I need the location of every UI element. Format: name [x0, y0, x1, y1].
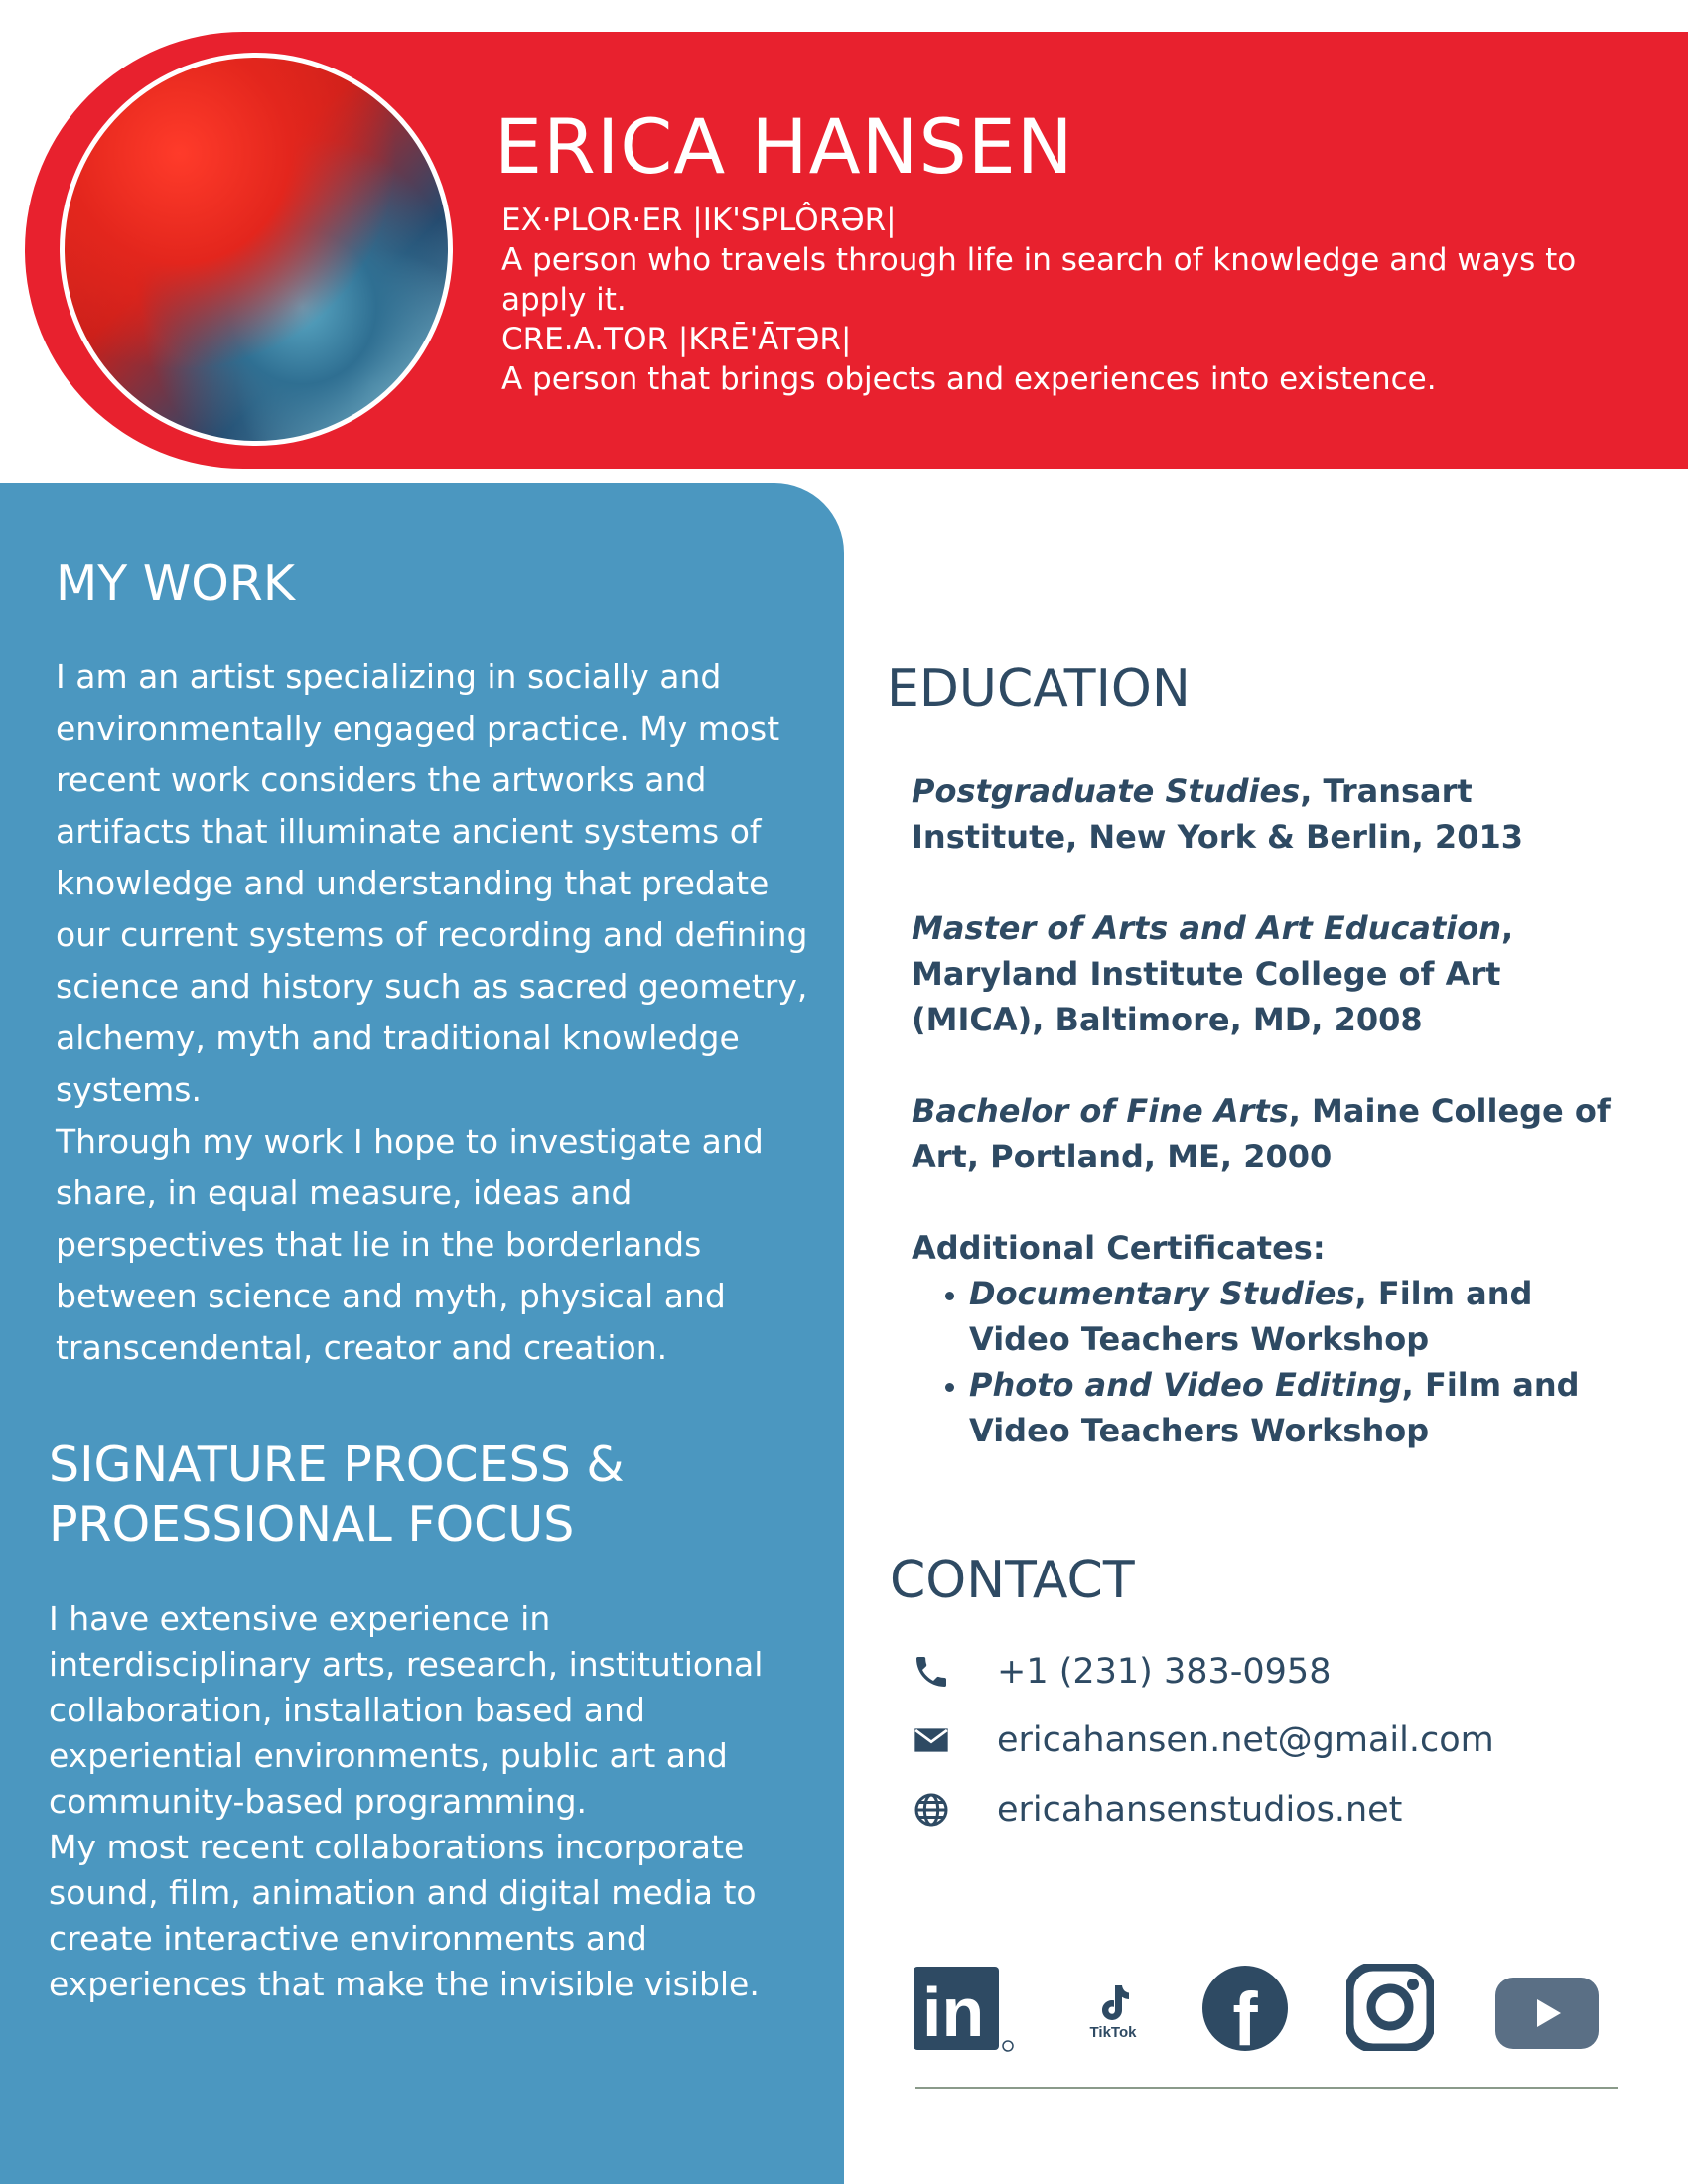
degree-name: Bachelor of Fine Arts [912, 1092, 1289, 1130]
website-url[interactable]: ericahansenstudios.net [997, 1790, 1403, 1830]
certificate-item [969, 1271, 1636, 1362]
instagram-icon [1346, 1964, 1434, 2051]
facebook-icon [1200, 1964, 1290, 2053]
linkedin-icon [914, 1964, 1017, 2053]
education-entry [912, 768, 1636, 860]
degree-detail: , Maine College of Art, Portland, ME, 2000 [912, 1092, 1611, 1175]
contact-phone[interactable] [912, 1652, 1331, 1692]
degree-detail: , Maryland Institute College of Art (MICA), Baltimore, MD, 2008 [912, 909, 1514, 1038]
certificate-name: Photo and Video Editing [969, 1366, 1402, 1404]
certificate-name: Documentary Studies [969, 1275, 1355, 1312]
contact-website[interactable] [912, 1790, 1402, 1830]
degree-name: Master of Arts and Art Education [912, 909, 1502, 947]
footer-divider [915, 2087, 1618, 2089]
email-address[interactable]: ericahansen.net@gmail.com [997, 1720, 1494, 1760]
degree-name: Postgraduate Studies [912, 772, 1301, 810]
education-heading: EDUCATION [887, 659, 1191, 719]
my-work-paragraph: I am an artist specializing in socially and environmentally engaged practice. My most recent work considers the artworks and artifacts that illuminate ancient systems of knowledge and understanding that predate our current systems of recording and defining science and history such as sacred geometry, alchemy, myth and traditional knowledge systems. [56, 657, 808, 1109]
instagram-link[interactable] [1346, 1964, 1434, 2051]
education-entry [912, 1088, 1636, 1179]
explorer-definition: A person who travels through life in search of knowledge and ways to apply it. [501, 242, 1577, 318]
certificates-label: Additional Certificates: [912, 1229, 1326, 1267]
person-name: ERICA HANSEN [494, 102, 1074, 191]
linkedin-link[interactable] [914, 1964, 1017, 2053]
youtube-icon [1493, 1976, 1601, 2051]
my-work-paragraph: Through my work I hope to investigate and share, in equal measure, ideas and perspectives that lie in the borderlands between science and myth, physical and transcendental, creator and creation. [56, 1122, 764, 1367]
creator-pronunciation: CRE.A.TOR |KRĒ'ĀTƏR| [501, 322, 852, 357]
contact-email[interactable] [912, 1720, 1494, 1760]
facebook-text: f [1232, 1978, 1258, 2053]
phone-number[interactable]: +1 (231) 383-0958 [997, 1652, 1332, 1692]
my-work-heading: MY WORK [56, 555, 295, 612]
tiktok-icon [1078, 1983, 1148, 2039]
signature-paragraph: I have extensive experience in interdisciplinary arts, research, institutional collaboration, installation based and experiential environments, public art and community-based programming. [49, 1599, 764, 1821]
phone-icon [912, 1652, 951, 1692]
tiktok-label: TikTok [1089, 2024, 1137, 2039]
globe-icon [912, 1790, 951, 1830]
signature-text [49, 1596, 803, 2007]
email-icon [912, 1720, 951, 1760]
my-work-text [56, 651, 810, 1374]
certificate-detail: , Film and Video Teachers Workshop [969, 1366, 1580, 1449]
degree-detail: , Transart Institute, New York & Berlin, 2013 [912, 772, 1523, 856]
certificate-detail: , Film and Video Teachers Workshop [969, 1275, 1533, 1358]
explorer-pronunciation: EX·PLOR·ER |IK'SPLÔRƏR| [501, 203, 897, 238]
creator-definition: A person that brings objects and experiences into existence. [501, 361, 1437, 397]
signature-heading: SIGNATURE PROCESS & PROESSIONAL FOCUS [49, 1436, 625, 1553]
header-definitions [501, 201, 1643, 399]
facebook-link[interactable] [1200, 1964, 1290, 2053]
contact-heading: CONTACT [890, 1551, 1135, 1610]
signature-paragraph: My most recent collaborations incorporate sound, film, animation and digital media to create interactive environments and experiences that make the invisible visible. [49, 1828, 760, 2003]
certificate-item [969, 1362, 1636, 1453]
linkedin-text: in [922, 1974, 985, 2051]
tiktok-link[interactable] [1078, 1983, 1148, 2039]
education-list [912, 768, 1636, 1453]
certificates-list [912, 1271, 1636, 1453]
profile-image [60, 53, 453, 446]
youtube-link[interactable] [1493, 1976, 1601, 2051]
education-entry [912, 905, 1636, 1042]
